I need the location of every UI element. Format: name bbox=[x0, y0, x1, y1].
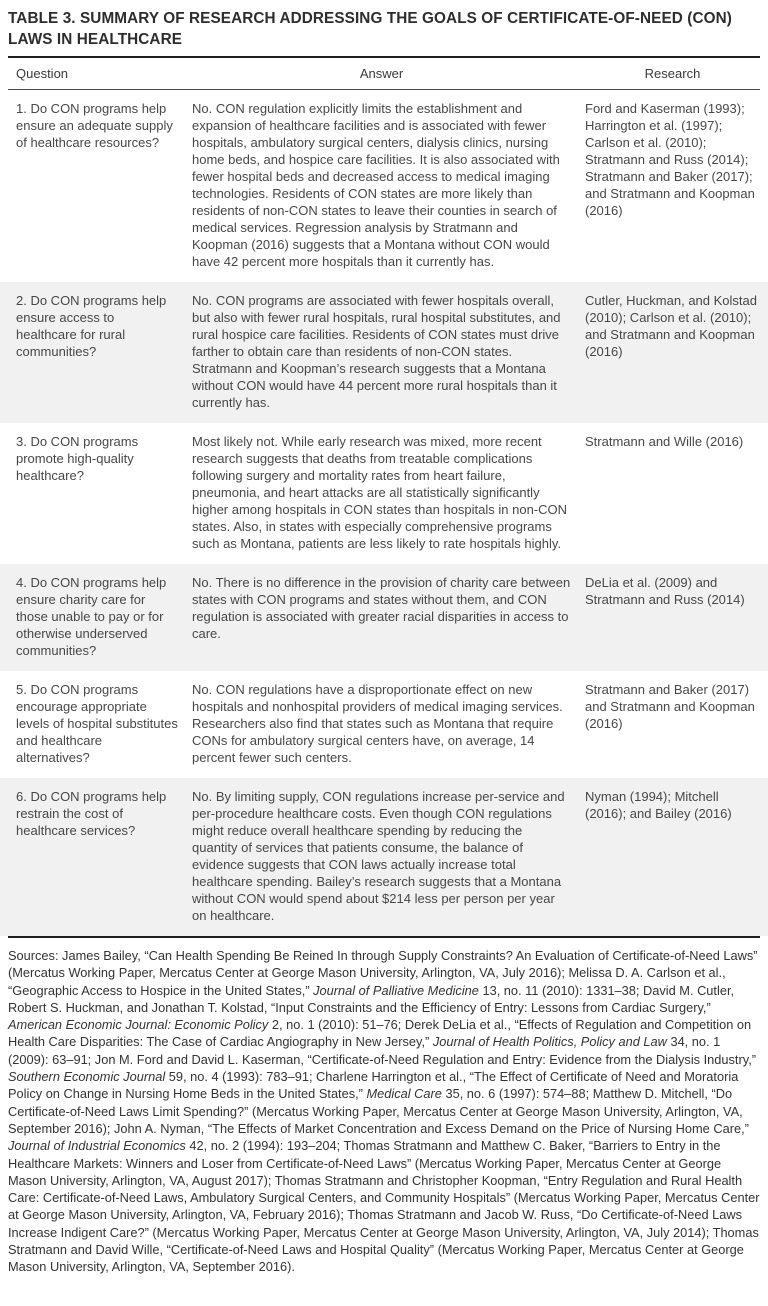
column-header-question: Question bbox=[16, 66, 69, 81]
table-row bbox=[0, 90, 768, 282]
research-cell: Stratmann and Baker (2017) and Stratmann and Koopman (2016) bbox=[585, 682, 759, 731]
research-cell: Stratmann and Wille (2016) bbox=[585, 434, 744, 449]
answer-cell: No. CON regulations have a disproportionate effect on new hospitals and nonhospital providers of medical imaging services. Researchers also find that states such as Montana that require CONs for ambulatory surgical centers have, on average, 14 percent fewer such centers. bbox=[192, 682, 567, 765]
table-title: TABLE 3. SUMMARY OF RESEARCH ADDRESSING THE GOALS OF CERTIFICATE-OF-NEED (CON) LAWS IN HEALTHCARE bbox=[8, 10, 732, 48]
column-header-answer: Answer bbox=[359, 66, 404, 81]
answer-cell: No. CON regulation explicitly limits the establishment and expansion of healthcare facilities and is associated with fewer hospitals, ambulatory surgical centers, dialysis clinics, nursing home beds, and hospice care facilities. It is also associated with fewer hospital beds and decreased access to medical imaging technologies. Residents of CON states are more likely than residents of non-CON states to leave their counties in search of medical services. Regression analysis by Stratmann and Koopman (2016) suggests that a Montana without CON would have 42 percent more hospitals than it currently has. bbox=[192, 101, 564, 269]
table-header-row bbox=[0, 58, 768, 89]
question-cell: 6. Do CON programs help restrain the cost of healthcare services? bbox=[16, 789, 170, 838]
question-cell: 2. Do CON programs help ensure access to healthcare for rural communities? bbox=[16, 293, 170, 359]
table-row bbox=[0, 564, 768, 671]
table-row bbox=[0, 423, 768, 564]
research-cell: DeLia et al. (2009) and Stratmann and Russ (2014) bbox=[585, 575, 745, 607]
question-cell: 1. Do CON programs help ensure an adequate supply of healthcare resources? bbox=[16, 101, 177, 150]
research-cell: Ford and Kaserman (1993); Harrington et al. (1997); Carlson et al. (2010); Stratmann and Russ (2014); Stratmann and Baker (2017); and Stratmann and Koopman (2016) bbox=[585, 101, 759, 218]
table-row bbox=[0, 778, 768, 936]
sources-note: Sources: James Bailey, “Can Health Spending Be Reined In through Supply Constraints? An Evaluation of Certificate-of-Need Laws” (Mercatus Working Paper, Mercatus Center at George Mason University, Arlington, VA, July 2016); Melissa D. A. Carlson et al., “Geographic Access to Hospice in the United States,” Journal of Palliative Medicine 13, no. 11 (2010): 1331–38; David M. Cutler, Robert S. Huckman, and Jonathan T. Kolstad, “Input Constraints and the Efficiency of Entry: Lessons from Cardiac Surgery,” American Economic Journal: Economic Policy 2, no. 1 (2010): 51–76; Derek DeLia et al., “Effects of Regulation and Competition on Health Care Disparities: The Case of Cardiac Angiography in New Jersey,” Journal of Health Politics, Policy and Law 34, no. 1 (2009): 63–91; Jon M. Ford and David L. Kaserman, “Certificate-of-Need Regulation and Entry: Evidence from the Dialysis Industry,” Southern Economic Journal 59, no. 4 (1993): 783–91; Charlene Harrington et al., “The Effect of Certificate of Need and Moratoria Policy on Change in Nursing Home Beds in the United States,” Medical Care 35, no. 6 (1997): 574–88; Matthew D. Mitchell, “Do Certificate-of-Need Laws Limit Spending?” (Mercatus Working Paper, Mercatus Center at George Mason University, Arlington, VA, September 2016); John A. Nyman, “The Effects of Market Concentration and Excess Demand on the Price of Nursing Home Care,” Journal of Industrial Economics 42, no. 2 (1994): 193–204; Thomas Stratmann and Matthew C. Baker, “Barriers to Entry in the Healthcare Markets: Winners and Loser from Certificate-of-Need Laws” (Mercatus Working Paper, Mercatus Center at George Mason University, Arlington, VA, August 2017); Thomas Stratmann and Christopher Koopman, “Entry Regulation and Rural Health Care: Certificate-of-Need Laws, Ambulatory Surgical Centers, and Community Hospitals” (Mercatus Working Paper, Mercatus Center at George Mason University, Arlington, VA, February 2016); Thomas Stratmann and Jacob W. Russ, “Do Certificate-of-Need Laws Increase Indigent Care?” (Mercatus Working Paper, Mercatus Center at George Mason University, Arlington, VA, July 2014); Thomas Stratmann and David Wille, “Certificate-of-Need Laws and Hospital Quality” (Mercatus Working Paper, Mercatus Center at George Mason University, Arlington, VA, September 2016). bbox=[8, 948, 760, 1275]
table-row bbox=[0, 671, 768, 778]
research-cell: Nyman (1994); Mitchell (2016); and Bailey (2016) bbox=[585, 789, 732, 821]
answer-cell: No. There is no difference in the provision of charity care between states with CON programs and states without them, and CON regulation is associated with greater racial disparities in access to care. bbox=[192, 575, 574, 641]
table-body bbox=[0, 90, 768, 936]
research-cell: Cutler, Huckman, and Kolstad (2010); Carlson et al. (2010); and Stratmann and Koopman (2016) bbox=[585, 293, 761, 359]
question-cell: 4. Do CON programs help ensure charity care for those unable to pay or for otherwise underserved communities? bbox=[16, 575, 170, 658]
answer-cell: Most likely not. While early research was mixed, more recent research suggests that deaths from treatable complications following surgery and mortality rates from heart failure, pneumonia, and heart attacks are all statistically significantly higher among hospitals in CON states than hospitals in non-CON states. Also, in states with especially comprehensive programs such as Montana, patients are less likely to rate hospitals highly. bbox=[192, 434, 571, 551]
column-header-research: Research bbox=[644, 66, 701, 81]
answer-cell: No. CON programs are associated with fewer hospitals overall, but also with fewer rural hospitals, rural hospital substitutes, and rural hospice care facilities. Residents of CON states must drive farther to obtain care than residents of non-CON states. Stratmann and Koopman’s research suggests that a Montana without CON would have 44 percent more rural hospitals than it currently has. bbox=[192, 293, 565, 410]
answer-cell: No. By limiting supply, CON regulations increase per-service and per-procedure healthcare costs. Even though CON regulations might reduce overall healthcare spending by reducing the quantity of services that patients consume, the balance of evidence suggests that CON laws actually increase total healthcare spending. Bailey’s research suggests that a Montana without CON would spend about $214 less per person per year on healthcare. bbox=[192, 789, 569, 923]
question-cell: 5. Do CON programs encourage appropriate levels of hospital substitutes and healthcare alternatives? bbox=[16, 682, 182, 765]
table-bottom-rule bbox=[8, 936, 760, 938]
question-cell: 3. Do CON programs promote high-quality healthcare? bbox=[16, 434, 142, 483]
table-row bbox=[0, 282, 768, 423]
